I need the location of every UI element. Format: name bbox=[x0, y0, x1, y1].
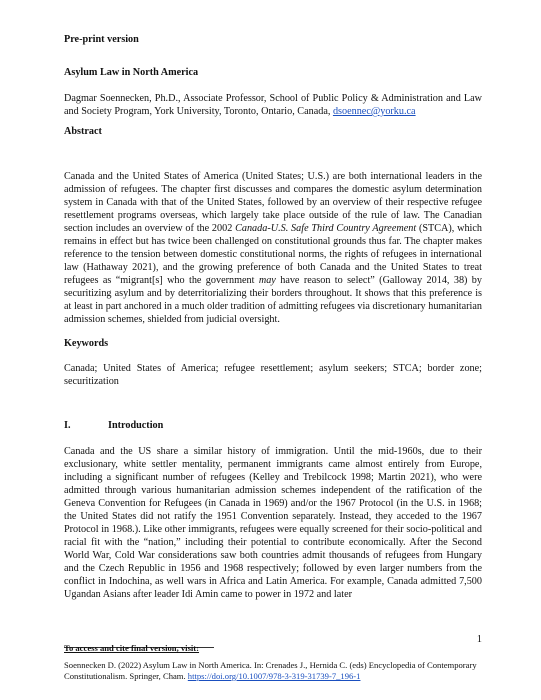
section-title: Introduction bbox=[108, 420, 164, 431]
section-number: I. bbox=[64, 420, 71, 431]
abstract-text-2: (STCA), which remains in effect but has twice been challenged on constitutional grounds thus far. The chapter makes reference to the tension between domestic constitutional norms, the rights of refugees in international law (Hathaway 2021), and the growing preference of both Canada and the United States to treat refugees as “migrant[s] who the government bbox=[64, 223, 482, 286]
preprint-label: Pre-print version bbox=[64, 34, 139, 45]
author-text: Dagmar Soennecken, Ph.D., Associate Professor, School of Public Policy & Administration and Law and Society Program, York University, Toronto, Ontario, Canada, bbox=[64, 93, 482, 117]
doi-link[interactable]: https://doi.org/10.1007/978-3-319-31739-7_196-1 bbox=[187, 671, 361, 681]
keywords-text: Canada; United States of America; refugee resettlement; asylum seekers; STCA; border zone; securitization bbox=[64, 363, 482, 387]
footer-access-label: To access and cite final version, visit: bbox=[64, 643, 200, 653]
intro-paragraph: Canada and the US share a similar history of immigration. Until the mid-1960s, due to their exclusionary, white settler mentality, permanent immigrants came almost entirely from Europe, including a significant number of refugees (Kelley and Trebilcock 1998; Martin 2021), who were admitted through various humanitarian admission schemes independent of the ratification of the Geneva Convention for Refugees (in Canada in 1969) and/or the 1967 Protocol (in the U.S. in 1968; the United States did not ratify the 1951 Convention separately. Instead, they acceded to the 1967 Protocol in 1968.). Like other immigrants, refugees were equally screened for their socio-political and racial fit with the “nation,” including their potential to contribute economically. After the Second World War, Cold War considerations saw both countries admit thousands of refugees from Hungary and the Czech Republic in 1956 and 1968 respectively; followed by even larger numbers from the conflict in Indochina, as well wars in Africa and Latin America. For example, Canada admitted 7,500 Ugandan Asians after leader Idi Amin came to power in 1972 and later bbox=[64, 446, 482, 600]
abstract-italic-may: may bbox=[258, 275, 276, 286]
author-info bbox=[64, 92, 482, 118]
abstract-heading: Abstract bbox=[64, 126, 102, 137]
intro-heading bbox=[64, 419, 482, 432]
author-email-link[interactable]: dsoennec@yorku.ca bbox=[332, 106, 416, 117]
page-number: 1 bbox=[476, 634, 482, 645]
footer-citation bbox=[64, 660, 482, 682]
keywords-heading: Keywords bbox=[64, 338, 109, 349]
paper-title: Asylum Law in North America bbox=[64, 67, 199, 78]
citation-text: Soennecken D. (2022) Asylum Law in North America. In: Crenades J., Hernida C. (eds) Encyclopedia of Contemporary Constitutionalism. Springer, Cham. bbox=[64, 660, 477, 681]
abstract-paragraph bbox=[64, 170, 482, 326]
abstract-text-1: Canada and the United States of America (United States; U.S.) are both international leaders in the admission of refugees. The chapter first discusses and compares the domestic asylum determination system in Canada with that of the United States, followed by an overview of their respective refugee resettlement programs overseas, which largely take place outside of the rule of law. The Canadian section includes an overview of the 2002 bbox=[64, 171, 482, 234]
abstract-text-3: have reason to select” (Galloway 2014, 38) by securitizing asylum and by deterritorializing their borders throughout. It shows that this preference is at least in part anchored in a much older tradition of admitting refugees via discretionary humanitarian admission schemes, shielded from judicial oversight. bbox=[64, 275, 482, 325]
abstract-italic-stca: Canada-U.S. Safe Third Country Agreement bbox=[235, 223, 417, 234]
